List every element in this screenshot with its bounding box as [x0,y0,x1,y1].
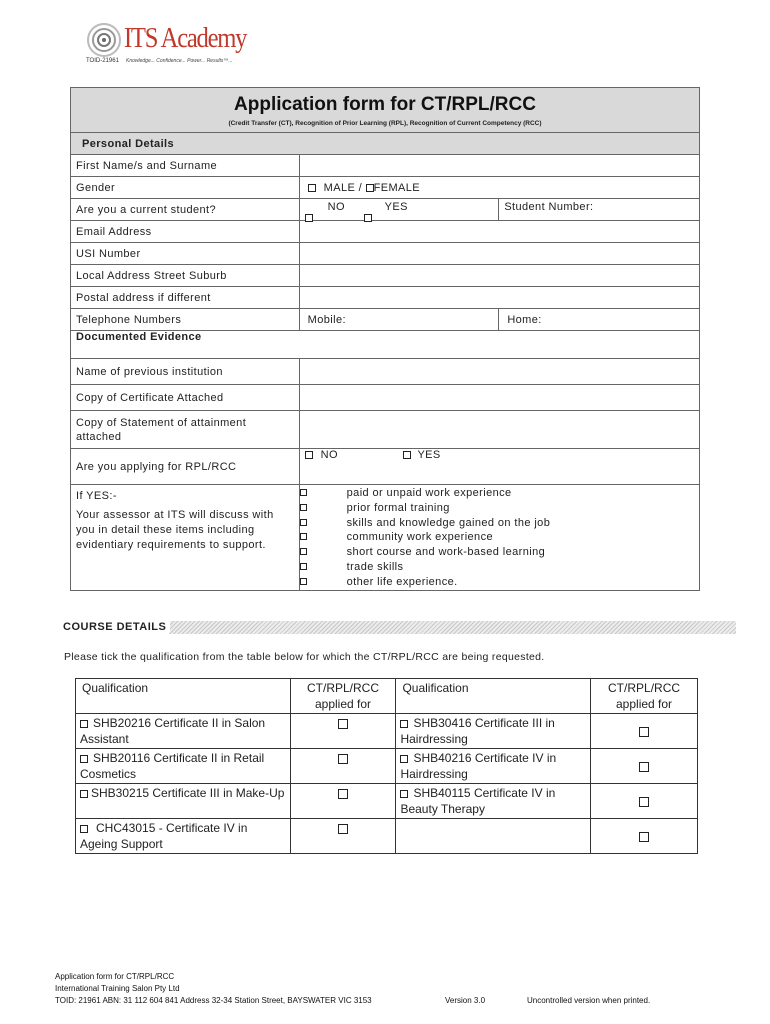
student-no-label: NO [327,201,345,213]
applied-checkbox[interactable] [338,789,348,799]
postal-address-field[interactable] [299,287,699,309]
evidence-item-label: community work experience [346,531,493,544]
student-number-label: Student Number: [504,201,594,213]
evidence-item [300,501,699,516]
logo-swirl-icon [86,22,122,58]
evidence-item-checkbox[interactable] [300,533,307,540]
usi-label: USI Number [71,243,300,265]
male-label: MALE / [323,181,363,194]
applied-cell [591,714,698,749]
student-number-field[interactable] [499,199,700,221]
qual-row: CHC43015 - Certificate IV in Ageing Support [76,819,291,854]
qual-checkbox[interactable] [80,720,88,728]
applied-cell [290,714,396,749]
rpl-options [299,449,699,485]
applied-checkbox[interactable] [338,719,348,729]
student-yes-checkbox[interactable] [364,214,372,222]
home-field[interactable] [499,309,700,331]
evidence-item-label: other life experience. [346,575,458,588]
applied-checkbox[interactable] [639,762,649,772]
logo-toid: TOID-21961 [86,58,119,64]
evidence-item-checkbox[interactable] [300,489,307,496]
logo-brand: ITS Academy [124,22,247,54]
qual-checkbox[interactable] [80,825,88,833]
applied-cell [290,819,396,854]
rpl-yes-label: YES [417,449,441,461]
mobile-label: Mobile: [307,313,346,326]
evidence-item-checkbox[interactable] [300,504,307,511]
local-address-label: Local Address Street Suburb [71,265,300,287]
footer-form-name: Application form for CT/RPL/RCC [55,972,175,981]
local-address-field[interactable] [299,265,699,287]
footer-uncontrolled: Uncontrolled version when printed. [527,996,651,1005]
course-details-bar [63,620,736,635]
home-label: Home: [507,313,542,326]
course-details-hatch [169,621,736,634]
col-qualification-right: Qualification [396,679,591,714]
student-no-checkbox[interactable] [305,214,313,222]
applied-checkbox[interactable] [338,754,348,764]
rpl-no-label: NO [320,449,338,461]
applied-cell [591,784,698,819]
qual-checkbox[interactable] [400,755,408,763]
footer-address: TOID: 21961 ABN: 31 112 604 841 Address 32-34 Station Street, BAYSWATER VIC 3153 [55,996,372,1005]
if-yes-label: If YES:- [76,490,117,502]
mobile-field[interactable] [299,309,499,331]
evidence-item [300,575,699,590]
qual-checkbox[interactable] [400,720,408,728]
evidence-item-label: trade skills [346,560,404,573]
institution-label: Name of previous institution [71,359,300,385]
gender-field [299,177,699,199]
form-title: Application form for CT/RPL/RCC [234,93,536,115]
rpl-label: Are you applying for RPL/RCC [71,449,300,485]
applied-cell [591,749,698,784]
personal-details-heading: Personal Details [71,133,700,155]
qual-checkbox[interactable] [80,790,88,798]
evidence-item [300,486,699,501]
evidence-item [300,545,699,560]
male-checkbox[interactable] [308,184,316,192]
evidence-item-label: paid or unpaid work experience [346,487,512,499]
col-qualification-left: Qualification [76,679,291,714]
institution-field[interactable] [299,359,699,385]
applied-cell [591,819,698,854]
footer-company: International Training Salon Pty Ltd [55,984,180,993]
name-field[interactable] [299,155,699,177]
student-options [299,199,499,221]
usi-field[interactable] [299,243,699,265]
assessor-text: Your assessor at ITS will discuss with you in detail these items including evidentiary requirements to support. [76,509,274,551]
col-applied-right: CT/RPL/RCC applied for [591,679,698,714]
gender-label: Gender [71,177,300,199]
form-subtitle: (Credit Transfer (CT), Recognition of Prior Learning (RPL), Recognition of Current Competency (RCC) [228,119,542,127]
evidence-item-checkbox[interactable] [300,578,307,585]
evidence-item-label: prior formal training [346,501,450,514]
female-checkbox[interactable] [366,184,374,192]
email-label: Email Address [71,221,300,243]
applied-checkbox[interactable] [639,797,649,807]
rpl-yes-checkbox[interactable] [403,451,411,459]
telephone-label: Telephone Numbers [71,309,300,331]
postal-address-label: Postal address if different [71,287,300,309]
logo [86,20,256,68]
footer-version: Version 3.0 [445,996,486,1005]
evidence-items [299,485,699,591]
applied-checkbox[interactable] [338,824,348,834]
empty-cell [396,819,591,854]
qual-row: SHB40216 Certificate IV in Hairdressing [396,749,591,784]
qual-row: SHB20116 Certificate II in Retail Cosmetics [76,749,291,784]
qual-row: SHB20216 Certificate II in Salon Assistant [76,714,291,749]
evidence-item [300,560,699,575]
assessor-note [71,485,300,591]
logo-tagline: Knowledge... Confidence... Power... Results™... [126,58,233,64]
course-table [75,678,698,854]
applied-cell [290,784,396,819]
student-yes-label: YES [384,201,408,213]
certificate-field[interactable] [299,385,699,411]
qual-checkbox[interactable] [400,790,408,798]
rpl-no-checkbox[interactable] [305,451,313,459]
course-instruction: Please tick the qualification from the table below for which the CT/RPL/RCC are being requested. [64,651,545,663]
qual-row: SHB30416 Certificate III in Hairdressing [396,714,591,749]
certificate-label: Copy of Certificate Attached [71,385,300,411]
qual-row: SHB40115 Certificate IV in Beauty Therapy [396,784,591,819]
col-applied-left: CT/RPL/RCC applied for [290,679,396,714]
footer [55,971,735,1007]
applied-cell [290,749,396,784]
female-label: FEMALE [373,181,421,194]
applied-checkbox[interactable] [639,727,649,737]
evidence-item-checkbox[interactable] [300,563,307,570]
evidence-item-label: skills and knowledge gained on the job [346,516,551,529]
qual-row: SHB30215 Certificate III in Make-Up [76,784,291,819]
qual-checkbox[interactable] [80,755,88,763]
statement-label: Copy of Statement of attainment attached [71,411,300,449]
evidence-item [300,516,699,531]
name-label: First Name/s and Surname [71,155,300,177]
documented-evidence-heading: Documented Evidence [71,331,700,359]
application-form-table [70,87,700,591]
evidence-item-checkbox[interactable] [300,548,307,555]
evidence-item [300,530,699,545]
student-label: Are you a current student? [71,199,300,221]
form-header [71,88,700,133]
course-details-heading: COURSE DETAILS [63,621,170,633]
statement-field[interactable] [299,411,699,449]
applied-checkbox[interactable] [639,832,649,842]
email-field[interactable] [299,221,699,243]
evidence-item-checkbox[interactable] [300,519,307,526]
evidence-item-label: short course and work-based learning [346,546,546,559]
